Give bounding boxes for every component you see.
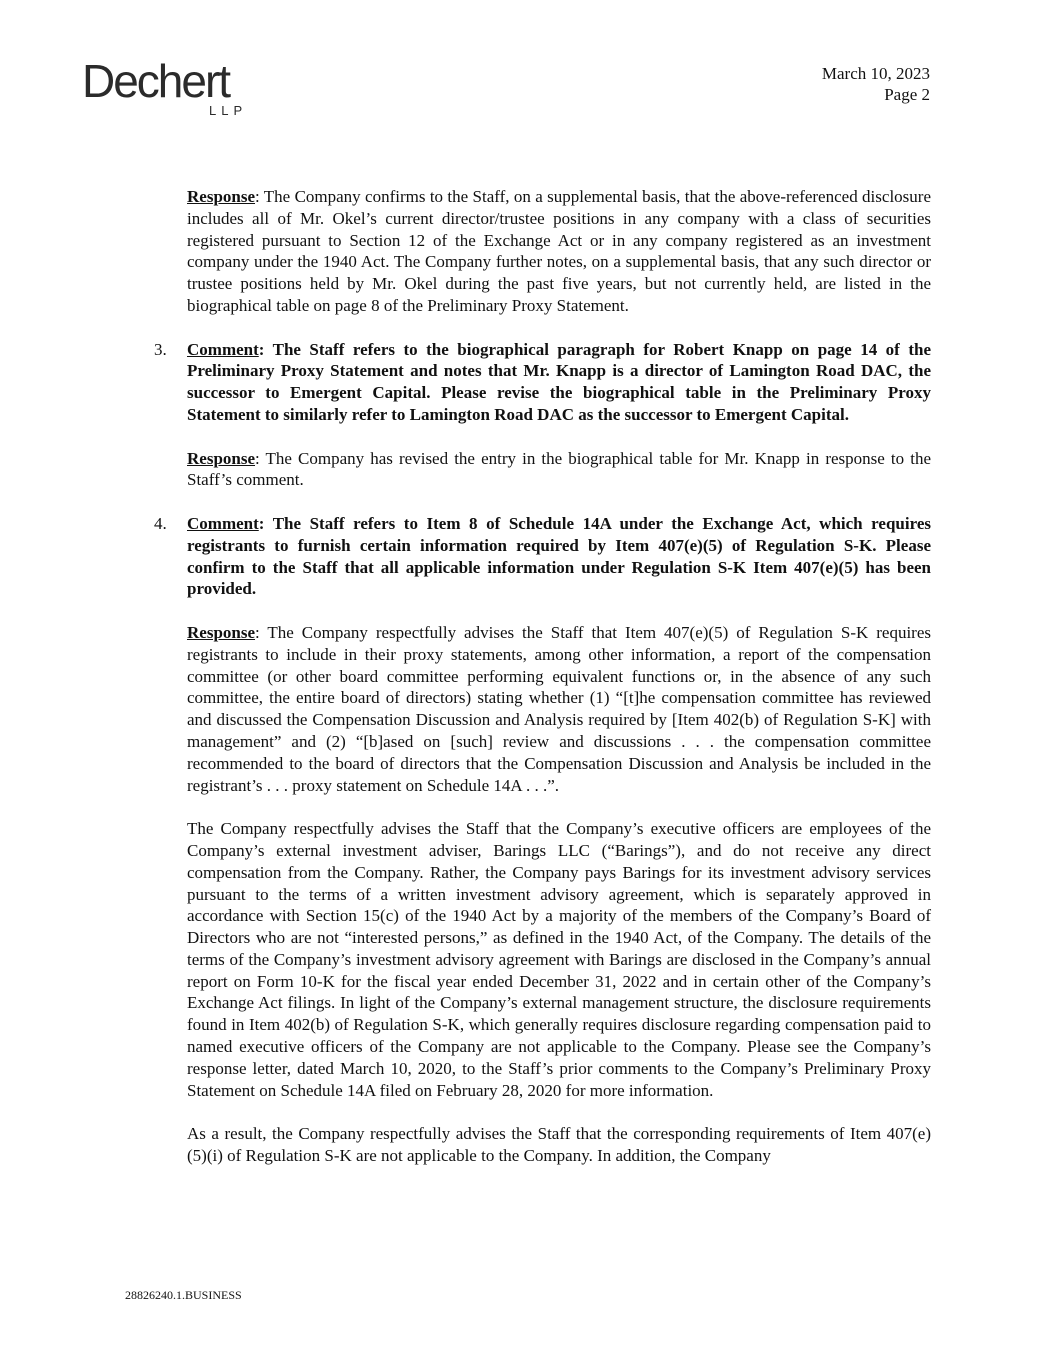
logo-llp: LLP [209,103,248,118]
body-paragraph: As a result, the Company respectfully advises the Staff that the corresponding requirements of Item 407(e)(5)(i) of Regulation S-K are not applicable to the Company. In addition, the Company [187,1124,931,1166]
dechert-logo [82,55,252,124]
body-paragraph: The Company respectfully advises the Staff that the Company’s executive officers are employees of the Company’s external investment adviser, Barings LLC (“Barings”), and do not receive any direct compensation from the Company. Rather, the Company pays Barings for its investment advisory services pursuant to the terms of a written investment advisory agreement, which is separately approved in accordance with Section 15(c) of the 1940 Act by a majority of the members of the Company’s Board of Directors who are not “interested persons,” as defined in the 1940 Act, of the Company. The details of the terms of the Company’s investment advisory agreement with Barings are disclosed in the Company’s annual report on Form 10-K for the fiscal year ended December 31, 2022 and in certain other of the Company’s Exchange Act filings. In light of the Company’s external management structure, the disclosure requirements found in Item 402(b) of Regulation S-K, which generally requires disclosure regarding compensation paid to named executive officers of the Company are not applicable to the Company. Please see the Company’s response letter, dated March 10, 2020, to the Staff’s prior comments to the Company’s Preliminary Proxy Statement on Schedule 14A filed on February 28, 2020 for more information. [187,819,931,1100]
comment-text: The Staff refers to Item 8 of Schedule 14A under the Exchange Act, which requires registrants to furnish certain information required by Item 407(e)(5) of Regulation S-K. Please confirm to the Staff that all applicable information under Regulation S-K Item 407(e)(5) has been provided. [187,513,931,599]
response-text: : The Company confirms to the Staff, on a supplemental basis, that the above-referenced disclosure includes all of Mr. Okel’s current director/trustee positions in any company with a class of securities registered pursuant to Section 12 of the Exchange Act or in any company registered as an investment company under the 1940 Act. The Company further notes, on a supplemental basis, that any such director or trustee positions held by Mr. Okel during the past five years, but not currently held, are listed in the biographical table on page 8 of the Preliminary Proxy Statement. [187,187,931,315]
page-header-info [822,63,930,105]
response-label: Response [187,622,256,642]
item-number: 4. [154,513,167,533]
comment-paragraph [154,513,931,600]
document-id-footer: 28826240.1.BUSINESS [125,1288,242,1302]
comment-paragraph [154,339,931,426]
comment-separator: : [258,339,273,359]
response-label: Response [187,448,256,468]
letter-body [154,186,931,1189]
response-paragraph [187,186,931,317]
comment-label: Comment [187,339,259,359]
letter-date: March 10, 2023 [821,64,930,83]
response-paragraph [187,448,931,492]
response-paragraph [187,622,931,796]
item-number: 3. [154,339,167,359]
comment-label: Comment [187,513,259,533]
response-label: Response [187,187,256,206]
response-text: : The Company has revised the entry in the biographical table for Mr. Knapp in response to the Staff’s comment. [187,448,931,490]
logo-wordmark: Dechert [82,55,230,107]
response-text: : The Company respectfully advises the Staff that Item 407(e)(5) of Regulation S-K requires registrants to include in their proxy statements, among other information, a report of the compensation committee (or other board committee performing equivalent functions or, in the absence of any such committee, the entire board of directors) stating whether (1) “[t]he compensation committee has reviewed and discussed the Compensation Discussion and Analysis required by [Item 402(b) of Regulation S-K] with management” and (2) “[b]ased on [such] review and discussions . . . the compensation committee recommended to the board of directors that the Compensation Discussion and Analysis be included in the registrant’s . . . proxy statement on Schedule 14A . . .”. [187,622,931,795]
comment-text: The Staff refers to the biographical paragraph for Robert Knapp on page 14 of the Preliminary Proxy Statement and notes that Mr. Knapp is a director of Lamington Road DAC, the successor to Emergent Capital. Please revise the biographical table in the Preliminary Proxy Statement to similarly refer to Lamington Road DAC as the successor to Emergent Capital. [187,339,931,424]
page-number: Page 2 [884,85,930,104]
comment-separator: : [258,513,273,533]
